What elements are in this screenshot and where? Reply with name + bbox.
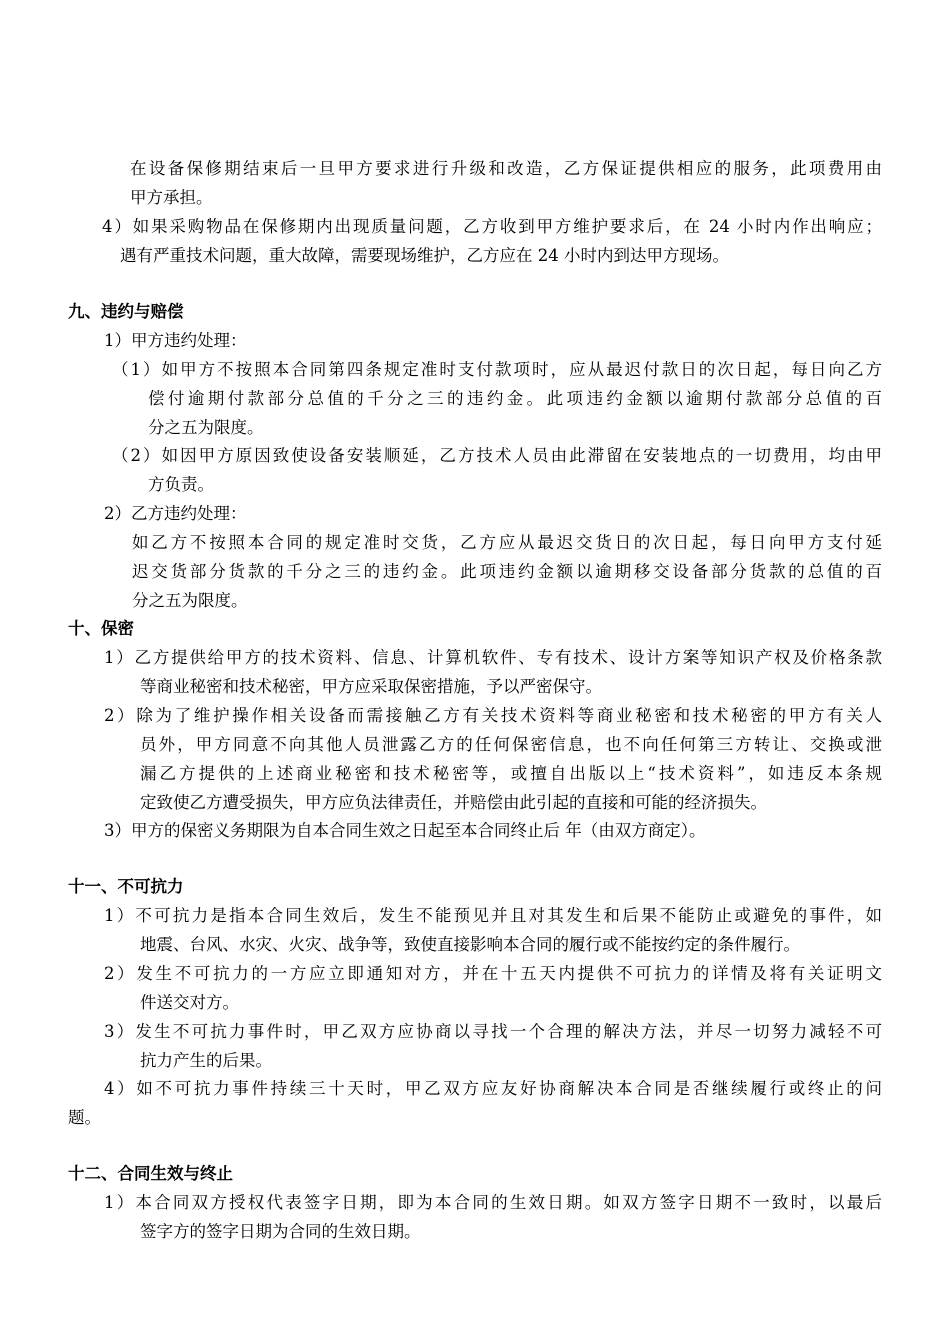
s11-item3-line-2: 抗力产生的后果。 [140, 1051, 272, 1070]
s10-item3: 3）甲方的保密义务期限为自本合同生效之日起至本合同终止后 年（由双方商定）。 [104, 821, 706, 840]
section-12-heading: 十二、合同生效与终止 [68, 1164, 233, 1183]
s9-item2: 2）乙方违约处理： [104, 504, 247, 523]
item4-line-1: 4）如果采购物品在保修期内出现质量问题，乙方收到甲方维护要求后，在 24 小时内作出响应； [102, 217, 882, 236]
s10-item2-line-1: 2）除为了维护操作相关设备而需接触乙方有关技术资料等商业秘密和技术秘密的甲方有关人 [104, 706, 882, 725]
s11-item2-line-2: 件送交对方。 [140, 993, 239, 1012]
s11-item1-line-2: 地震、台风、水灾、火灾、战争等，致使直接影响本合同的履行或不能按约定的条件履行。 [140, 935, 800, 954]
intro-line-2: 甲方承担。 [130, 188, 213, 207]
s9-item1: 1）甲方违约处理： [104, 331, 247, 350]
s12-item1-line-1: 1）本合同双方授权代表签字日期，即为本合同的生效日期。如双方签字日期不一致时，以最后 [104, 1193, 882, 1212]
s9-item2-line-3: 分之五为限度。 [132, 591, 248, 610]
s9-item2-line-1: 如乙方不按照本合同的规定准时交货，乙方应从最迟交货日的次日起，每日向甲方支付延 [132, 533, 882, 552]
intro-line-1: 在设备保修期结束后一旦甲方要求进行升级和改造，乙方保证提供相应的服务，此项费用由 [130, 159, 882, 178]
s11-item2-line-1: 2）发生不可抗力的一方应立即通知对方，并在十五天内提供不可抗力的详情及将有关证明文 [104, 964, 882, 983]
s9-item1-2-line-1: （2）如因甲方原因致使设备安装顺延，乙方技术人员由此滞留在安装地点的一切费用，均由甲 [112, 446, 882, 465]
s10-item2-line-3: 漏乙方提供的上述商业秘密和技术秘密等，或擅自出版以上“技术资料”，如违反本条规 [140, 764, 882, 783]
s10-item1-line-1: 1）乙方提供给甲方的技术资料、信息、计算机软件、专有技术、设计方案等知识产权及价格条款 [104, 648, 882, 667]
s11-item4-line-1: 4）如不可抗力事件持续三十天时，甲乙双方应友好协商解决本合同是否继续履行或终止的问 [104, 1079, 882, 1098]
s12-item1-line-2: 签字方的签字日期为合同的生效日期。 [140, 1222, 421, 1241]
s11-item3-line-1: 3）发生不可抗力事件时，甲乙双方应协商以寻找一个合理的解决方法，并尽一切努力减轻不可 [104, 1022, 882, 1041]
s11-item1-line-1: 1）不可抗力是指本合同生效后，发生不能预见并且对其发生和后果不能防止或避免的事件，如 [104, 906, 882, 925]
s10-item2-line-2: 员外，甲方同意不向其他人员泄露乙方的任何保密信息，也不向任何第三方转让、交换或泄 [140, 735, 882, 754]
s9-item1-1-line-3: 分之五为限度。 [148, 418, 264, 437]
section-10-heading: 十、保密 [68, 619, 134, 638]
s9-item1-1-line-1: （1）如甲方不按照本合同第四条规定准时支付款项时，应从最迟付款日的次日起，每日向乙方 [112, 360, 882, 379]
section-9-heading: 九、违约与赔偿 [68, 302, 184, 321]
s10-item1-line-2: 等商业秘密和技术秘密，甲方应采取保密措施，予以严密保守。 [140, 677, 602, 696]
s9-item2-line-2: 迟交货部分货款的千分之三的违约金。此项违约金额以逾期移交设备部分货款的总值的百 [132, 562, 882, 581]
s9-item1-1-line-2: 偿付逾期付款部分总值的千分之三的违约金。此项违约金额以逾期付款部分总值的百 [148, 389, 882, 408]
s10-item2-line-4: 定致使乙方遭受损失，甲方应负法律责任，并赔偿由此引起的直接和可能的经济损失。 [140, 793, 767, 812]
s11-item4-line-2: 题。 [68, 1108, 101, 1127]
s9-item1-2-line-2: 方负责。 [148, 475, 214, 494]
item4-line-2: 遇有严重技术问题，重大故障，需要现场维护，乙方应在 24 小时内到达甲方现场。 [120, 246, 729, 265]
section-11-heading: 十一、不可抗力 [68, 877, 184, 896]
